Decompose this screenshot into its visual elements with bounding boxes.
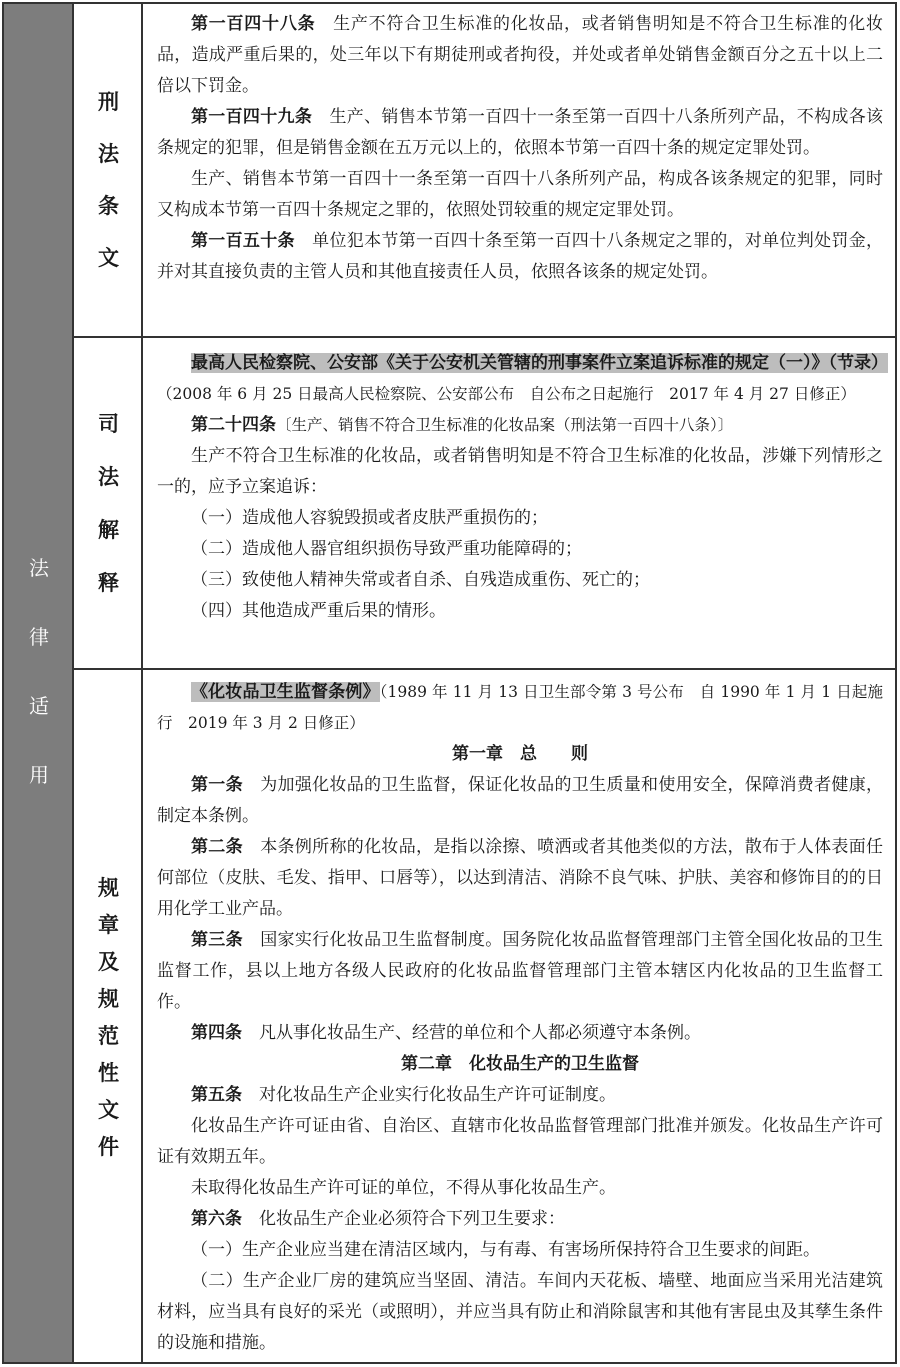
- article-148: 第一百四十八条 生产不符合卫生标准的化妆品，或者销售明知是不符合卫生标准的化妆品，造成严重后果的，处三年以下有期徒刑或者拘役，并处或者单处销售金额百分之五十以上二倍以下罚金。: [157, 14, 884, 96]
- reg-article-5-para-3: 未取得化妆品生产许可证的单位，不得从事化妆品生产。: [191, 1178, 616, 1198]
- reg-article-2: 第二条 本条例所称的化妆品，是指以涂擦、喷洒或者其他类似的方法，散布于人体表面任何部位（皮肤、毛发、指甲、口唇等），以达到清洁、消除不良气味、护肤、美容和修饰目的的日用化学工业产品。: [157, 837, 884, 919]
- article-149-para-2: 生产、销售本节第一百四十一条至第一百四十八条所列产品，构成各该条规定的犯罪，同时又构成本节第一百四十条规定之罪的，依照处罚较重的规定定罪处罚。: [157, 169, 883, 220]
- reg-article-6: 第六条 化妆品生产企业必须符合下列卫生要求：: [191, 1209, 565, 1229]
- reg-article-6-item-1: （一）生产企业应当建在清洁区域内，与有毒、有害场所保持符合卫生要求的间距。: [191, 1240, 820, 1260]
- outer-category-column: [4, 4, 74, 1362]
- judicial-item: （二）造成他人器官组织损伤导致严重功能障碍的；: [191, 539, 582, 559]
- judicial-doc-note: （2008 年 6 月 25 日最高人民检察院、公安部公布 自公布之日起施行 2017 年 4 月 27 日修正）: [157, 385, 856, 403]
- section-label-text: 刑 法 条 文: [98, 90, 119, 270]
- reg-article-5-para-2: 化妆品生产许可证由省、自治区、直辖市化妆品监督管理部门批准并颁发。化妆品生产许可证有效期五年。: [157, 1116, 883, 1167]
- judicial-article-24: 第二十四条〔生产、销售不符合卫生标准的化妆品案（刑法第一百四十八条）〕: [191, 415, 734, 435]
- reg-article-1: 第一条 为加强化妆品的卫生监督，保证化妆品的卫生质量和使用安全，保障消费者健康，制定本条例。: [157, 775, 884, 826]
- section-label-judicial: [74, 338, 143, 668]
- chapter-2-heading: 第二章 化妆品生产的卫生监督: [401, 1054, 639, 1074]
- judicial-item: （四）其他造成严重后果的情形。: [191, 601, 446, 621]
- section-label-criminal: [74, 4, 143, 336]
- judicial-doc-title: 最高人民检察院、公安部《关于公安机关管辖的刑事案件立案追诉标准的规定（一）》（节录）: [191, 353, 888, 373]
- judicial-doc-heading: [157, 348, 888, 410]
- section-criminal-law: [74, 4, 895, 338]
- criminal-law-body: [143, 9, 895, 288]
- article-150: 第一百五十条 单位犯本节第一百四十条至第一百四十八条规定之罪的，对单位判处罚金，并对其直接负责的主管人员和其他直接责任人员，依照各该条的规定处罚。: [157, 231, 884, 282]
- section-label-text: 规 章 及 规 范 性 文 件: [98, 876, 119, 1159]
- chapter-1-heading: 第一章 总 则: [452, 744, 588, 764]
- document-table: [2, 2, 897, 1364]
- regulations-body: [143, 677, 895, 1359]
- regulation-doc-heading: [157, 677, 883, 739]
- section-judicial-interpretation: [74, 338, 895, 670]
- section-label-regulations: [74, 670, 143, 1362]
- article-149: 第一百四十九条 生产、销售本节第一百四十一条至第一百四十八条所列产品，不构成各该条规定的犯罪，但是销售金额在五万元以上的，依照本节第一百四十条的规定定罪处罚。: [157, 107, 884, 158]
- reg-article-6-item-2: （二）生产企业厂房的建筑应当坚固、清洁。车间内天花板、墙壁、地面应当采用光洁建筑材料，应当具有良好的采光（或照明），并应当具有防止和消除鼠害和其他有害昆虫及其孳生条件的设施和措施。: [157, 1271, 883, 1353]
- outer-category-label: 法 律 适 用: [29, 556, 49, 787]
- judicial-body: [143, 348, 895, 627]
- regulation-doc-title: 《化妆品卫生监督条例》: [191, 682, 380, 702]
- regulation-doc-note: （1989 年 11 月 13 日卫生部令第 3 号公布 自 1990 年 1 月 1 日起施行 2019 年 3 月 2 日修正）: [157, 683, 883, 732]
- judicial-item: （一）造成他人容貌毁损或者皮肤严重损伤的；: [191, 508, 548, 528]
- section-regulations: [74, 670, 895, 1362]
- reg-article-5: 第五条 对化妆品生产企业实行化妆品生产许可证制度。: [191, 1085, 616, 1105]
- judicial-article-24-body: 生产不符合卫生标准的化妆品，或者销售明知是不符合卫生标准的化妆品，涉嫌下列情形之一的，应予立案追诉：: [157, 446, 883, 497]
- reg-article-4: 第四条 凡从事化妆品生产、经营的单位和个人都必须遵守本条例。: [191, 1023, 701, 1043]
- judicial-item: （三）致使他人精神失常或者自杀、自残造成重伤、死亡的；: [191, 570, 650, 590]
- reg-article-3: 第三条 国家实行化妆品卫生监督制度。国务院化妆品监督管理部门主管全国化妆品的卫生监督工作，县以上地方各级人民政府的化妆品监督管理部门主管本辖区内化妆品的卫生监督工作。: [157, 930, 884, 1012]
- section-label-text: 司 法 解 释: [98, 412, 119, 595]
